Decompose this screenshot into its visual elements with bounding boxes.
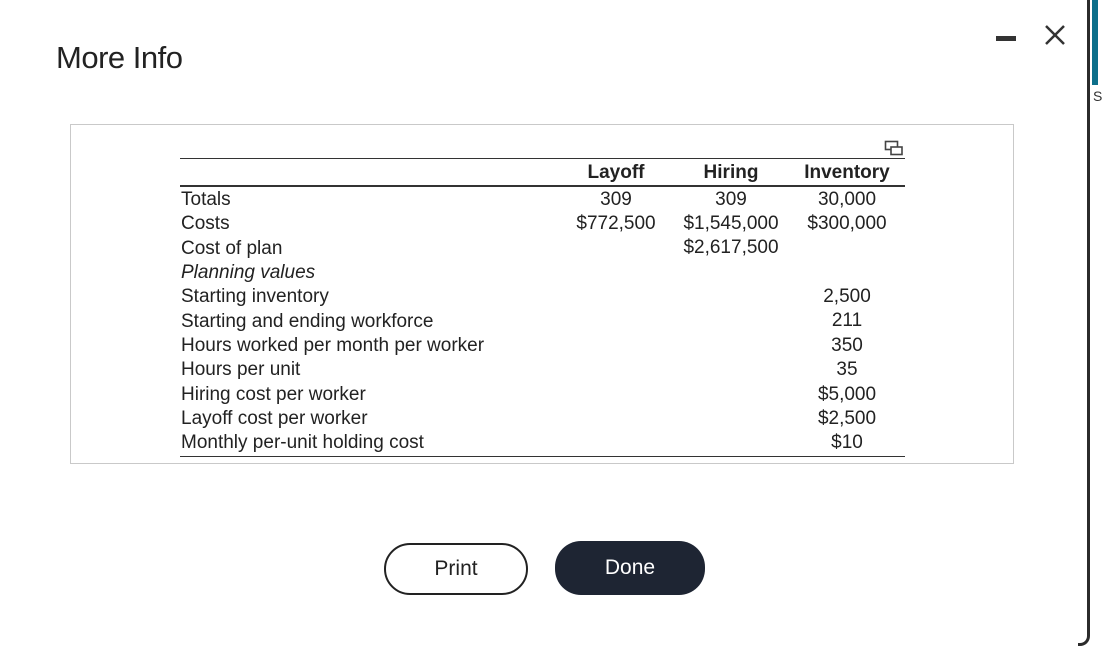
costs-layoff: $772,500 [576,213,656,234]
window-edge-accent [1092,0,1098,85]
costs-inventory: $300,000 [807,213,887,234]
row-label-hours-worked: Hours worked per month per worker [181,335,485,356]
row-label-holding-cost: Monthly per-unit holding cost [181,432,424,453]
hours-per-unit-value: 35 [836,359,858,380]
close-icon[interactable] [1040,20,1070,50]
totals-layoff: 309 [600,189,632,210]
row-label-costs: Costs [181,213,230,234]
window-edge-letter: S [1093,88,1102,104]
done-button[interactable]: Done [555,541,705,595]
row-label-layoff-cost: Layoff cost per worker [181,408,368,429]
layoff-cost-value: $2,500 [817,408,877,429]
holding-cost-value: $10 [831,432,863,453]
hiring-cost-value: $5,000 [817,384,877,405]
header-hiring: Hiring [703,162,759,183]
workforce-value: 211 [831,310,863,331]
totals-hiring: 309 [715,189,747,210]
totals-inventory: 30,000 [817,189,877,210]
copy-icon[interactable] [884,140,904,156]
row-label-planning-values: Planning values [181,262,316,283]
row-label-hiring-cost: Hiring cost per worker [181,384,366,405]
row-label-workforce: Starting and ending workforce [181,311,434,332]
header-layoff: Layoff [587,162,645,183]
window-edge-frame [1078,0,1090,646]
dialog-title: More Info [56,40,183,75]
row-label-starting-inventory: Starting inventory [181,286,329,307]
row-label-totals: Totals [181,189,231,210]
cost-of-plan-value: $2,617,500 [683,237,779,258]
starting-inventory-value: 2,500 [823,286,871,307]
print-button[interactable]: Print [384,543,528,595]
header-inventory: Inventory [804,162,890,183]
minimize-icon[interactable] [996,36,1016,41]
table-top-rule [180,158,905,159]
table-header-rule [180,185,905,187]
row-label-cost-of-plan: Cost of plan [181,238,283,259]
costs-hiring: $1,545,000 [683,213,779,234]
row-label-hours-per-unit: Hours per unit [181,359,301,380]
hours-worked-value: 350 [831,335,863,356]
table-bottom-rule [180,456,905,457]
